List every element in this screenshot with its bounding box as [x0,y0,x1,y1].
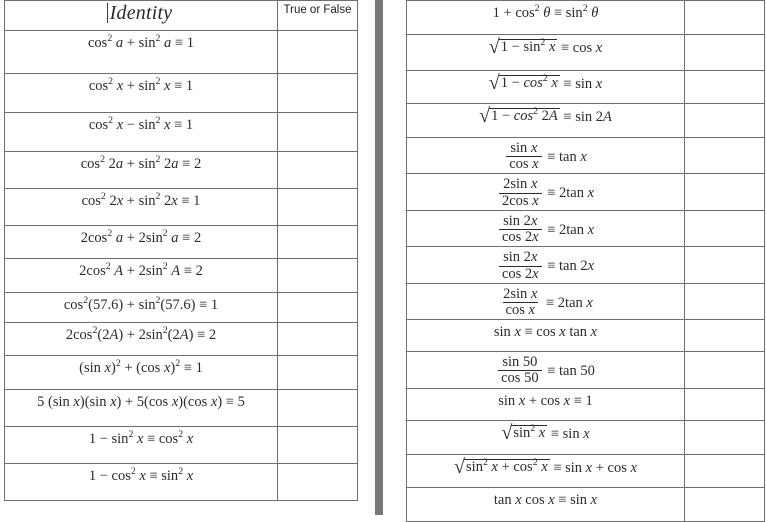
page-title: Identity [109,2,173,24]
answer-cell[interactable] [278,259,358,293]
right-identity-table-wrap [406,0,765,522]
answer-cell[interactable] [278,113,358,152]
identity-cell [407,247,685,283]
radical: √ $1 - \cos^2 x$ [488,72,558,94]
table-row [5,113,358,152]
identity-expression: $2\cos^2(2A) + 2\sin^2(2A) \equiv 2$ [65,325,217,343]
identity-expression: $\cos^2 a + \sin^2 a \equiv 1$ [88,33,194,51]
identity-expression: $\frac{\text{sin x}}{\text{cos x}}$ ≡ tan x [504,142,587,173]
identity-cell [407,174,685,210]
identity-cell [5,31,278,74]
identity-expression: √ $1 - \cos^2 x$ ≡ sin x [488,72,603,94]
identity-expression: √ $1 - \sin^2 x$ ≡ cos x [488,36,603,58]
answer-cell[interactable] [685,210,765,246]
page-divider [375,0,383,515]
table-row [5,259,358,293]
answer-cell[interactable] [278,390,358,427]
table-row [5,31,358,74]
identity-expression: $2\cos^2$ $A + 2\sin^2$ A ≡ 2 [79,261,203,279]
identity-cell [5,226,278,259]
table-row [407,247,765,283]
table-row [407,104,765,138]
identity-cell [407,35,685,71]
table-row [5,390,358,427]
table-row [407,320,765,352]
identity-cell [407,104,685,138]
table-row [5,189,358,226]
identity-cell [5,356,278,390]
answer-cell[interactable] [278,31,358,74]
radical: √ $1 - \sin^2 x$ [488,36,556,58]
identity-expression: $\frac{\text{2sin x}}{\text{2cos x}}$ ≡ 2tan x [497,178,594,209]
radical: √ $1 - \cos^2 2A$ [479,105,558,127]
fraction: $\frac{\text{sin x}}{\text{cos x}}$ [506,141,541,172]
identity-expression: $\frac{\sin 2x}{\cos 2x}$ ≡ 2tan x [497,215,594,246]
table-row [407,487,765,521]
answer-cell[interactable] [685,388,765,420]
identity-cell [5,259,278,293]
table-row [407,71,765,104]
table-row [5,152,358,189]
table-row [5,427,358,464]
identity-cell [5,427,278,464]
identity-cell [407,352,685,388]
identity-cell [5,390,278,427]
identity-expression: $\cos^2 2x + \sin^2 2x \equiv 1$ [81,191,201,209]
right-identity-table [406,0,765,522]
identity-cell [407,1,685,35]
table-row [407,174,765,210]
identity-expression: $2\cos^2$ $a + 2\sin^2$ a ≡ 2 [80,228,202,246]
answer-cell[interactable] [278,356,358,390]
left-identity-table-wrap [4,0,358,501]
answer-cell[interactable] [278,189,358,226]
fraction: $\frac{\sin 2x}{\cos 2x}$ [499,250,542,281]
table-row [407,210,765,246]
identity-expression: $1 - \sin^2 x \equiv \cos^2 x$ [88,429,194,447]
table-row [5,293,358,323]
identity-cell [407,71,685,104]
left-identity-table [4,0,358,501]
identity-expression: tan x cos x ≡ sin x [493,491,598,508]
table-row [407,283,765,319]
table-row [407,388,765,420]
answer-cell[interactable] [685,454,765,487]
identity-expression: √ $\sin^2 x + \cos^2 x$ ≡ sin x + cos x [454,455,637,478]
answer-cell[interactable] [278,74,358,113]
fraction: $\frac{\text{2sin x}}{\text{2cos x}}$ [499,177,542,208]
table-row [5,74,358,113]
radical: √ $\sin^2 x$ [501,421,546,444]
identity-expression: $\cos^2(57.6) + \sin^2(57.6) \equiv 1$ [63,295,219,313]
table-row [407,352,765,388]
header-label-true-or-false: True or False [283,4,352,16]
answer-cell[interactable] [278,226,358,259]
answer-cell[interactable] [685,71,765,104]
answer-cell[interactable] [685,1,765,35]
answer-cell[interactable] [685,420,765,454]
answer-cell[interactable] [685,174,765,210]
table-row [407,454,765,487]
identity-expression: 5 (sin x)(sin x) + 5(cos x)(cos x) ≡ 5 [37,394,245,410]
identity-cell [5,323,278,356]
identity-cell [407,320,685,352]
fraction: $\frac{\sin 2x}{\cos 2x}$ [499,214,542,245]
table-row [407,35,765,71]
identity-expression: $\frac{\sin 2x}{\cos 2x}$ ≡ tan 2x [497,251,594,282]
answer-cell[interactable] [685,247,765,283]
table-header-row [5,1,358,31]
answer-cell[interactable] [685,138,765,174]
identity-cell [407,210,685,246]
answer-cell[interactable] [278,293,358,323]
identity-cell [407,283,685,319]
identity-expression: sin x ≡ cos x tan x [493,324,598,341]
header-cell-identity [5,1,278,31]
identity-cell [5,74,278,113]
table-row [5,226,358,259]
identity-cell [407,454,685,487]
header-cell-true-or-false [278,1,358,31]
answer-cell[interactable] [685,352,765,388]
identity-expression: $\frac{\sin 50}{\cos 50}$ ≡ tan 50 [496,356,595,387]
identity-expression: $\cos^2 x - \sin^2 x \equiv 1$ [88,115,194,133]
answer-cell[interactable] [278,152,358,189]
table-row [5,323,358,356]
table-row [407,138,765,174]
answer-cell[interactable] [278,323,358,356]
answer-cell[interactable] [278,427,358,464]
identity-cell [5,293,278,323]
identity-expression: $\cos^2 2a + \sin^2 2a \equiv 2$ [80,154,202,172]
table-row [407,420,765,454]
answer-cell[interactable] [685,320,765,352]
identity-expression: (sin x)$^2$ + (cos x)$^2$ ≡ 1 [79,358,203,376]
identity-cell [407,420,685,454]
answer-cell[interactable] [685,487,765,521]
identity-cell [407,388,685,420]
answer-cell[interactable] [278,464,358,501]
fraction: $\frac{\sin 50}{\cos 50}$ [498,355,541,386]
identity-cell [5,189,278,226]
fraction: $\frac{\text{2sin x}}{\text{cos x}}$ [503,285,538,318]
answer-cell[interactable] [685,104,765,138]
radical: √ $\sin^2 x + \cos^2 x$ [454,455,548,478]
answer-cell[interactable] [685,35,765,71]
table-row [407,1,765,35]
identity-expression: sin x + cos x ≡ 1 [498,392,593,409]
identity-cell [5,152,278,189]
identity-expression: $1 + \cos^2 \theta \equiv \sin^2 \theta$ [492,3,599,21]
table-row [5,356,358,390]
identity-cell [407,138,685,174]
table-row [5,464,358,501]
identity-cell [5,464,278,501]
identity-expression: √ $1 - \cos^2 2A$ ≡ sin 2A [479,105,612,127]
identity-expression: $\frac{\text{2sin x}}{\text{cos x}}$ ≡ 2tan x [498,288,593,319]
answer-cell[interactable] [685,283,765,319]
identity-expression: $1 - \cos^2 x \equiv \sin^2 x$ [88,466,194,484]
identity-expression: $\cos^2 x + \sin^2 x \equiv 1$ [88,76,194,94]
identity-cell [407,487,685,521]
identity-cell [5,113,278,152]
identity-expression: √ $\sin^2 x$ ≡ sin x [501,421,590,444]
